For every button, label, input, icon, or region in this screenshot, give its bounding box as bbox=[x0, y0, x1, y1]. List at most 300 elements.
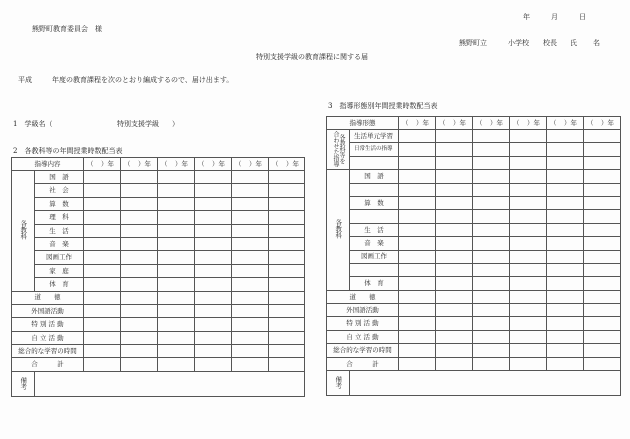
row-label-special-activities: 特 別 活 動 bbox=[12, 318, 84, 331]
hours-cell[interactable] bbox=[195, 264, 232, 277]
table-row bbox=[12, 291, 305, 304]
hours-cell[interactable] bbox=[547, 277, 584, 290]
hours-cell[interactable] bbox=[473, 304, 510, 317]
hours-cell[interactable] bbox=[269, 358, 305, 371]
hours-cell[interactable] bbox=[158, 171, 195, 184]
hours-cell[interactable] bbox=[473, 263, 510, 276]
hours-cell[interactable] bbox=[121, 264, 158, 277]
subject-label bbox=[350, 263, 399, 276]
table-row bbox=[327, 143, 621, 156]
hours-cell[interactable] bbox=[195, 318, 232, 331]
hours-cell[interactable] bbox=[547, 263, 584, 276]
remarks-label: 備考 bbox=[12, 371, 35, 396]
year-column-header: （ ）年 bbox=[158, 158, 195, 171]
hours-cell[interactable] bbox=[232, 278, 269, 291]
hours-cell[interactable] bbox=[510, 317, 547, 330]
hours-cell[interactable] bbox=[195, 184, 232, 197]
hours-cell[interactable] bbox=[436, 210, 473, 223]
hours-cell[interactable] bbox=[510, 277, 547, 290]
hours-cell[interactable] bbox=[436, 250, 473, 263]
hours-cell[interactable] bbox=[584, 290, 621, 303]
hours-cell[interactable] bbox=[399, 196, 436, 209]
hours-cell[interactable] bbox=[232, 171, 269, 184]
annual-hours-by-subject-table bbox=[11, 157, 305, 397]
subject-label bbox=[350, 183, 399, 196]
table-row bbox=[12, 358, 305, 371]
hours-cell[interactable] bbox=[584, 130, 621, 143]
hours-cell[interactable] bbox=[399, 304, 436, 317]
hours-cell[interactable] bbox=[269, 211, 305, 224]
hours-cell[interactable] bbox=[473, 330, 510, 343]
hours-cell[interactable] bbox=[436, 344, 473, 357]
hours-cell[interactable] bbox=[510, 210, 547, 223]
table-row bbox=[12, 237, 305, 250]
hours-cell[interactable] bbox=[232, 224, 269, 237]
year-column-header: （ ）年 bbox=[547, 117, 584, 130]
hours-cell[interactable] bbox=[547, 210, 584, 223]
subjects-group-label: 各教科 bbox=[12, 171, 35, 292]
hours-cell[interactable] bbox=[121, 171, 158, 184]
hours-cell[interactable] bbox=[84, 184, 121, 197]
hours-cell[interactable] bbox=[399, 290, 436, 303]
remarks-label: 備考 bbox=[327, 371, 350, 396]
hours-cell[interactable] bbox=[473, 196, 510, 209]
hours-cell[interactable] bbox=[269, 331, 305, 344]
hours-cell[interactable] bbox=[158, 264, 195, 277]
table-header-row bbox=[12, 158, 305, 171]
class-type: 特別支援学級 bbox=[117, 120, 159, 128]
hours-cell[interactable] bbox=[158, 345, 195, 358]
hours-cell[interactable] bbox=[84, 171, 121, 184]
hours-cell[interactable] bbox=[195, 278, 232, 291]
subject-label: 生 活 bbox=[350, 223, 399, 236]
hours-cell[interactable] bbox=[158, 224, 195, 237]
year-column-header: （ ）年 bbox=[399, 117, 436, 130]
hours-cell[interactable] bbox=[473, 290, 510, 303]
corner-header: 指導内容 bbox=[12, 158, 84, 171]
hours-cell[interactable] bbox=[399, 263, 436, 276]
hours-cell[interactable] bbox=[84, 264, 121, 277]
year-column-header: （ ）年 bbox=[121, 158, 158, 171]
hours-cell[interactable] bbox=[158, 331, 195, 344]
hours-cell[interactable] bbox=[473, 170, 510, 183]
subject-label: 算 数 bbox=[35, 197, 84, 210]
hours-cell[interactable] bbox=[232, 358, 269, 371]
table-row bbox=[12, 345, 305, 358]
hours-cell[interactable] bbox=[547, 196, 584, 209]
hours-cell[interactable] bbox=[84, 291, 121, 304]
hours-cell[interactable] bbox=[232, 197, 269, 210]
hours-cell[interactable] bbox=[547, 156, 584, 169]
year-column-header: （ ）年 bbox=[232, 158, 269, 171]
table-row bbox=[327, 223, 621, 236]
row-label-independence-activities: 自 立 活 動 bbox=[327, 330, 399, 343]
hours-cell[interactable] bbox=[84, 358, 121, 371]
addressee: 熊野町教育委員会 様 bbox=[32, 25, 102, 33]
subject-label: 算 数 bbox=[350, 196, 399, 209]
subject-label: 生 活 bbox=[35, 224, 84, 237]
subject-label: 音 楽 bbox=[35, 237, 84, 250]
hours-cell[interactable] bbox=[269, 224, 305, 237]
hours-cell[interactable] bbox=[436, 357, 473, 370]
hours-cell[interactable] bbox=[269, 171, 305, 184]
hours-cell[interactable] bbox=[547, 170, 584, 183]
hours-cell[interactable] bbox=[399, 237, 436, 250]
hours-cell[interactable] bbox=[232, 318, 269, 331]
hours-cell[interactable] bbox=[510, 237, 547, 250]
section3-heading: 3 指導形態別年間授業時数配当表 bbox=[328, 102, 438, 110]
hours-cell[interactable] bbox=[547, 304, 584, 317]
year-column-header: （ ）年 bbox=[84, 158, 121, 171]
hours-cell[interactable] bbox=[547, 317, 584, 330]
hours-cell[interactable] bbox=[158, 358, 195, 371]
hours-cell[interactable] bbox=[158, 278, 195, 291]
hours-cell[interactable] bbox=[232, 184, 269, 197]
hours-cell[interactable] bbox=[269, 345, 305, 358]
hours-cell[interactable] bbox=[269, 264, 305, 277]
hours-cell[interactable] bbox=[399, 250, 436, 263]
hours-cell[interactable] bbox=[510, 223, 547, 236]
hours-cell[interactable] bbox=[510, 330, 547, 343]
hours-cell[interactable] bbox=[584, 263, 621, 276]
row-label-foreign-language: 外国語活動 bbox=[12, 304, 84, 317]
hours-cell[interactable] bbox=[436, 170, 473, 183]
hours-cell[interactable] bbox=[436, 143, 473, 156]
row-label-total: 合 計 bbox=[12, 358, 84, 371]
hours-cell[interactable] bbox=[473, 156, 510, 169]
hours-cell[interactable] bbox=[584, 183, 621, 196]
hours-cell[interactable] bbox=[195, 345, 232, 358]
hours-cell[interactable] bbox=[547, 143, 584, 156]
sender-town: 熊野町立 bbox=[459, 39, 487, 47]
table-row bbox=[327, 210, 621, 223]
hours-cell[interactable] bbox=[436, 196, 473, 209]
hours-cell[interactable] bbox=[584, 330, 621, 343]
hours-cell[interactable] bbox=[473, 344, 510, 357]
table-row bbox=[12, 184, 305, 197]
table-row bbox=[12, 171, 305, 184]
hours-cell[interactable] bbox=[436, 223, 473, 236]
hours-cell[interactable] bbox=[436, 290, 473, 303]
combined-instruction-label: 各教科等を 合わせた指導 bbox=[327, 130, 350, 170]
combined-row-label: 日常生活の指導 bbox=[350, 143, 399, 156]
hours-cell[interactable] bbox=[121, 304, 158, 317]
hours-cell[interactable] bbox=[436, 304, 473, 317]
hours-cell[interactable] bbox=[510, 357, 547, 370]
hours-cell[interactable] bbox=[269, 304, 305, 317]
hours-cell[interactable] bbox=[84, 331, 121, 344]
hours-cell[interactable] bbox=[473, 223, 510, 236]
hours-cell[interactable] bbox=[121, 358, 158, 371]
hours-cell[interactable] bbox=[547, 357, 584, 370]
hours-cell[interactable] bbox=[399, 130, 436, 143]
table-row bbox=[12, 304, 305, 317]
hours-cell[interactable] bbox=[473, 130, 510, 143]
subject-label: 社 会 bbox=[35, 184, 84, 197]
hours-cell[interactable] bbox=[84, 318, 121, 331]
hours-cell[interactable] bbox=[269, 251, 305, 264]
hours-cell[interactable] bbox=[547, 183, 584, 196]
hours-cell[interactable] bbox=[121, 197, 158, 210]
table-row bbox=[327, 263, 621, 276]
hours-cell[interactable] bbox=[121, 251, 158, 264]
hours-cell[interactable] bbox=[121, 345, 158, 358]
hours-cell[interactable] bbox=[84, 251, 121, 264]
hours-cell[interactable] bbox=[269, 237, 305, 250]
row-label-foreign-language: 外国語活動 bbox=[327, 304, 399, 317]
hours-cell[interactable] bbox=[436, 156, 473, 169]
hours-cell[interactable] bbox=[436, 330, 473, 343]
hours-cell[interactable] bbox=[399, 344, 436, 357]
hours-cell[interactable] bbox=[158, 184, 195, 197]
sender-name-given: 名 bbox=[593, 39, 600, 47]
hours-cell[interactable] bbox=[473, 237, 510, 250]
subjects-group-label: 各教科 bbox=[327, 170, 350, 291]
class-name-close: ） bbox=[172, 120, 179, 128]
hours-cell[interactable] bbox=[84, 197, 121, 210]
hours-cell[interactable] bbox=[436, 277, 473, 290]
hours-cell[interactable] bbox=[84, 304, 121, 317]
sender-school: 小学校 bbox=[508, 39, 529, 47]
hours-cell[interactable] bbox=[232, 291, 269, 304]
hours-cell[interactable] bbox=[584, 196, 621, 209]
intro-text: 年度の教育課程を次のとおり編成するので、届け出ます。 bbox=[52, 76, 234, 84]
subject-label: 国 語 bbox=[35, 171, 84, 184]
hours-cell[interactable] bbox=[584, 344, 621, 357]
intro-era: 平成 bbox=[18, 76, 32, 84]
subject-label: 国 語 bbox=[350, 170, 399, 183]
hours-cell[interactable] bbox=[195, 358, 232, 371]
hours-cell[interactable] bbox=[510, 344, 547, 357]
hours-cell[interactable] bbox=[510, 156, 547, 169]
table-row bbox=[327, 156, 621, 169]
hours-cell[interactable] bbox=[473, 183, 510, 196]
hours-cell[interactable] bbox=[510, 196, 547, 209]
hours-cell[interactable] bbox=[473, 277, 510, 290]
hours-cell[interactable] bbox=[121, 291, 158, 304]
subject-label: 音 楽 bbox=[350, 237, 399, 250]
row-label-moral: 道 徳 bbox=[327, 290, 399, 303]
table-row bbox=[327, 250, 621, 263]
row-label-integrated-study: 総合的な学習の時間 bbox=[12, 345, 84, 358]
hours-cell[interactable] bbox=[510, 130, 547, 143]
hours-cell[interactable] bbox=[195, 291, 232, 304]
hours-cell[interactable] bbox=[473, 357, 510, 370]
hours-cell[interactable] bbox=[195, 171, 232, 184]
hours-cell[interactable] bbox=[584, 304, 621, 317]
hours-cell[interactable] bbox=[158, 318, 195, 331]
hours-cell[interactable] bbox=[121, 331, 158, 344]
corner-header: 指導形態 bbox=[327, 117, 399, 130]
hours-cell[interactable] bbox=[436, 130, 473, 143]
subject-label: 家 庭 bbox=[35, 264, 84, 277]
hours-cell[interactable] bbox=[510, 170, 547, 183]
hours-cell[interactable] bbox=[232, 304, 269, 317]
subject-label: 図画工作 bbox=[35, 251, 84, 264]
hours-cell[interactable] bbox=[269, 278, 305, 291]
hours-cell[interactable] bbox=[436, 263, 473, 276]
hours-cell[interactable] bbox=[547, 344, 584, 357]
combined-row-label: 生活単元学習 bbox=[350, 130, 399, 143]
hours-cell[interactable] bbox=[195, 331, 232, 344]
table-header-row bbox=[327, 117, 621, 130]
hours-cell[interactable] bbox=[584, 223, 621, 236]
hours-cell[interactable] bbox=[399, 330, 436, 343]
year-column-header: （ ）年 bbox=[473, 117, 510, 130]
hours-cell[interactable] bbox=[195, 237, 232, 250]
subject-label: 理 科 bbox=[35, 211, 84, 224]
hours-cell[interactable] bbox=[121, 211, 158, 224]
hours-cell[interactable] bbox=[399, 183, 436, 196]
table-row bbox=[327, 290, 621, 303]
hours-cell[interactable] bbox=[158, 237, 195, 250]
remarks-row bbox=[327, 371, 621, 396]
hours-cell[interactable] bbox=[510, 263, 547, 276]
hours-cell[interactable] bbox=[121, 278, 158, 291]
subject-label: 体 育 bbox=[350, 277, 399, 290]
hours-cell[interactable] bbox=[195, 197, 232, 210]
hours-cell[interactable] bbox=[436, 183, 473, 196]
table-row bbox=[327, 344, 621, 357]
hours-cell[interactable] bbox=[158, 197, 195, 210]
year-column-header: （ ）年 bbox=[584, 117, 621, 130]
table-row bbox=[327, 277, 621, 290]
hours-cell[interactable] bbox=[584, 277, 621, 290]
hours-cell[interactable] bbox=[232, 237, 269, 250]
remarks-field[interactable] bbox=[350, 371, 621, 396]
table-row bbox=[12, 251, 305, 264]
hours-cell[interactable] bbox=[269, 197, 305, 210]
table-row bbox=[327, 183, 621, 196]
hours-cell[interactable] bbox=[232, 251, 269, 264]
hours-cell[interactable] bbox=[399, 357, 436, 370]
row-label-special-activities: 特 別 活 動 bbox=[327, 317, 399, 330]
year-column-header: （ ）年 bbox=[195, 158, 232, 171]
remarks-row bbox=[12, 371, 305, 396]
hours-cell[interactable] bbox=[510, 250, 547, 263]
hours-cell[interactable] bbox=[399, 170, 436, 183]
hours-cell[interactable] bbox=[399, 156, 436, 169]
year-column-header: （ ）年 bbox=[269, 158, 305, 171]
table-row bbox=[327, 330, 621, 343]
hours-cell[interactable] bbox=[510, 304, 547, 317]
date-day: 日 bbox=[579, 13, 586, 21]
hours-cell[interactable] bbox=[269, 184, 305, 197]
hours-cell[interactable] bbox=[158, 211, 195, 224]
combined-row-label[interactable] bbox=[350, 156, 399, 169]
hours-cell[interactable] bbox=[399, 277, 436, 290]
hours-cell[interactable] bbox=[232, 264, 269, 277]
hours-cell[interactable] bbox=[473, 250, 510, 263]
hours-cell[interactable] bbox=[584, 357, 621, 370]
row-label-total: 合 計 bbox=[327, 357, 399, 370]
hours-cell[interactable] bbox=[473, 317, 510, 330]
hours-cell[interactable] bbox=[158, 251, 195, 264]
year-column-header: （ ）年 bbox=[436, 117, 473, 130]
hours-cell[interactable] bbox=[584, 250, 621, 263]
table-row bbox=[327, 317, 621, 330]
hours-cell[interactable] bbox=[399, 223, 436, 236]
hours-cell[interactable] bbox=[195, 224, 232, 237]
hours-cell[interactable] bbox=[232, 345, 269, 358]
table-row bbox=[327, 237, 621, 250]
hours-cell[interactable] bbox=[121, 318, 158, 331]
remarks-field[interactable] bbox=[35, 371, 305, 396]
hours-cell[interactable] bbox=[195, 304, 232, 317]
class-name-label: 1 学級名（ bbox=[13, 120, 53, 128]
row-label-moral: 道 徳 bbox=[12, 291, 84, 304]
hours-cell[interactable] bbox=[121, 237, 158, 250]
hours-cell[interactable] bbox=[584, 170, 621, 183]
hours-cell[interactable] bbox=[584, 210, 621, 223]
table-row bbox=[12, 264, 305, 277]
hours-cell[interactable] bbox=[84, 345, 121, 358]
hours-cell[interactable] bbox=[584, 156, 621, 169]
hours-cell[interactable] bbox=[547, 237, 584, 250]
hours-cell[interactable] bbox=[510, 183, 547, 196]
hours-cell[interactable] bbox=[399, 143, 436, 156]
hours-cell[interactable] bbox=[158, 291, 195, 304]
table-row bbox=[12, 197, 305, 210]
table-row bbox=[327, 357, 621, 370]
hours-cell[interactable] bbox=[547, 330, 584, 343]
date-year: 年 bbox=[523, 13, 530, 21]
table-row bbox=[327, 130, 621, 143]
hours-cell[interactable] bbox=[473, 210, 510, 223]
hours-cell[interactable] bbox=[584, 237, 621, 250]
hours-cell[interactable] bbox=[473, 143, 510, 156]
table-row bbox=[327, 304, 621, 317]
hours-cell[interactable] bbox=[399, 317, 436, 330]
row-label-integrated-study: 総合的な学習の時間 bbox=[327, 344, 399, 357]
hours-cell[interactable] bbox=[121, 224, 158, 237]
document-title: 特別支援学級の教育課程に関する届 bbox=[256, 53, 368, 61]
hours-cell[interactable] bbox=[436, 237, 473, 250]
hours-cell[interactable] bbox=[195, 211, 232, 224]
hours-cell[interactable] bbox=[232, 331, 269, 344]
date-month: 月 bbox=[551, 13, 558, 21]
hours-cell[interactable] bbox=[121, 184, 158, 197]
hours-cell[interactable] bbox=[547, 223, 584, 236]
hours-cell[interactable] bbox=[547, 290, 584, 303]
year-column-header: （ ）年 bbox=[510, 117, 547, 130]
table-row bbox=[12, 278, 305, 291]
sender-title: 校長 bbox=[543, 39, 557, 47]
hours-cell[interactable] bbox=[84, 224, 121, 237]
hours-cell[interactable] bbox=[269, 318, 305, 331]
hours-cell[interactable] bbox=[269, 291, 305, 304]
hours-cell[interactable] bbox=[195, 251, 232, 264]
hours-cell[interactable] bbox=[547, 250, 584, 263]
hours-cell[interactable] bbox=[547, 130, 584, 143]
hours-cell[interactable] bbox=[84, 211, 121, 224]
section2-heading: 2 各教科等の年間授業時数配当表 bbox=[13, 147, 123, 155]
hours-cell[interactable] bbox=[584, 143, 621, 156]
hours-cell[interactable] bbox=[84, 278, 121, 291]
sender-name-surname: 氏 bbox=[570, 39, 577, 47]
hours-cell[interactable] bbox=[510, 143, 547, 156]
hours-cell[interactable] bbox=[436, 317, 473, 330]
hours-cell[interactable] bbox=[510, 290, 547, 303]
subject-label bbox=[350, 210, 399, 223]
hours-cell[interactable] bbox=[84, 237, 121, 250]
hours-cell[interactable] bbox=[584, 317, 621, 330]
table-row bbox=[12, 211, 305, 224]
hours-cell[interactable] bbox=[399, 210, 436, 223]
hours-cell[interactable] bbox=[232, 211, 269, 224]
hours-cell[interactable] bbox=[158, 304, 195, 317]
table-row bbox=[12, 331, 305, 344]
